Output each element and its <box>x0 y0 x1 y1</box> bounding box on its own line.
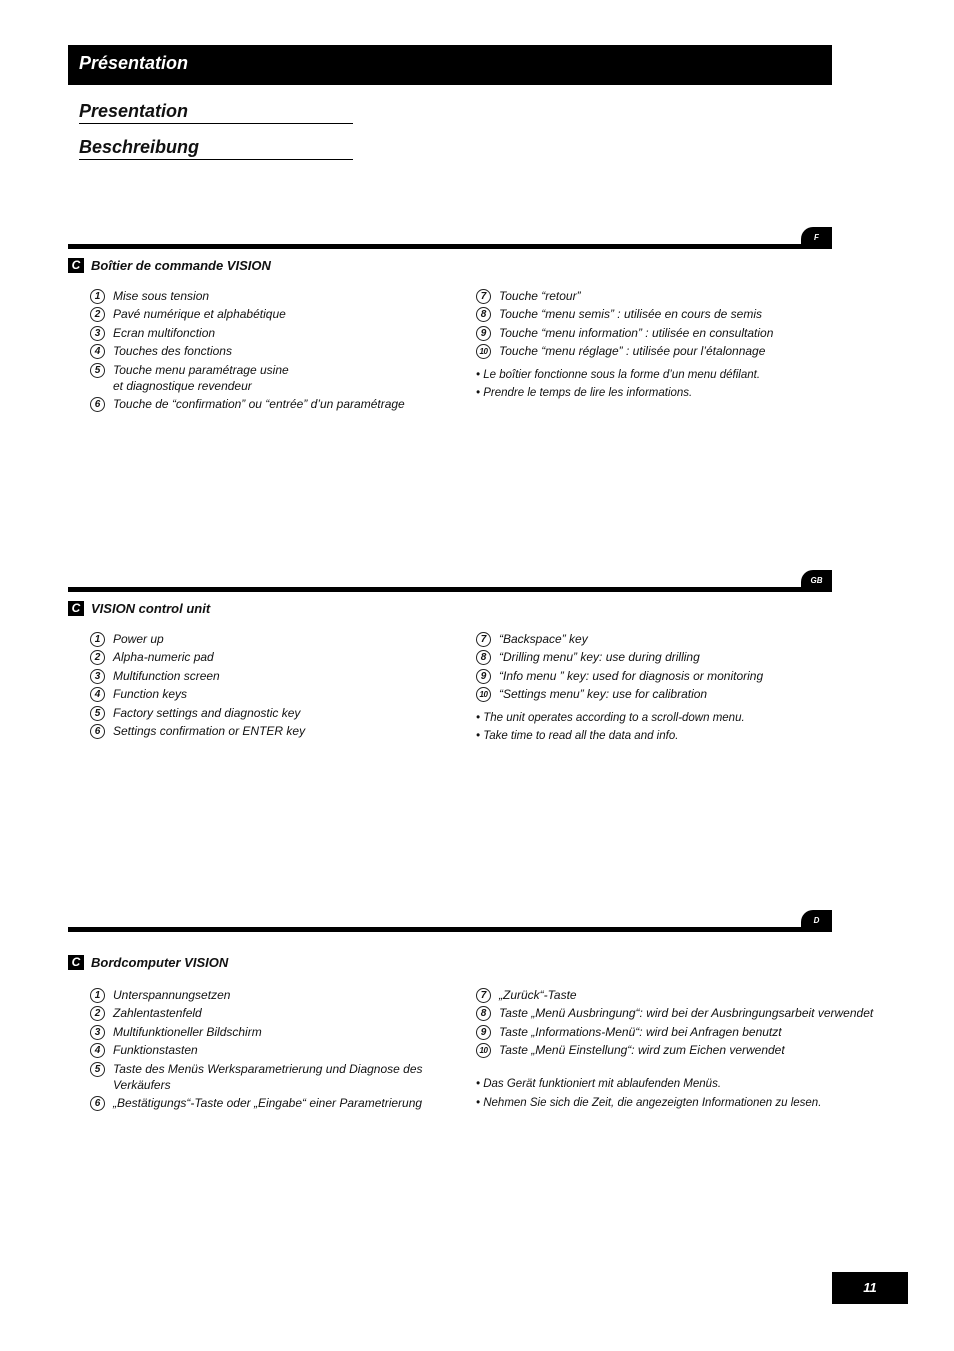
item-text: Factory settings and diagnostic key <box>113 705 301 720</box>
item-text: Touche “menu réglage” : utilisée pour l’étalonnage <box>499 344 766 359</box>
item-text: Pavé numérique et alphabétique <box>113 307 286 322</box>
number-badge: 8 <box>476 307 491 322</box>
language-tab: F <box>801 227 832 249</box>
number-badge: 3 <box>90 326 105 341</box>
item-text: Function keys <box>113 687 188 702</box>
note-item: • Nehmen Sie sich die Zeit, die angezeigten Informationen zu lesen. <box>476 1097 822 1110</box>
number-badge: 7 <box>476 632 491 647</box>
item-text-continued: et diagnostique revendeur <box>113 378 252 393</box>
item-text: Power up <box>113 632 164 646</box>
list-item <box>90 1024 430 1040</box>
item-text: “Backspace” key <box>499 632 588 646</box>
item-text: Funktionstasten <box>113 1043 198 1058</box>
note-list <box>476 367 886 401</box>
number-badge: 1 <box>90 289 105 304</box>
list-item <box>476 306 886 322</box>
item-text: “Settings menu” key: use for calibration <box>499 687 708 702</box>
list-item <box>90 362 460 394</box>
note-list <box>476 710 886 744</box>
note-item: • Prendre le temps de lire les informations. <box>476 387 693 400</box>
section-rule <box>68 244 832 249</box>
note-item: • The unit operates according to a scroll-down menu. <box>476 712 745 725</box>
list-item <box>90 1061 430 1093</box>
item-text: Touche “retour” <box>499 289 581 303</box>
list-item <box>90 288 460 304</box>
list-item <box>90 306 460 322</box>
number-badge: 8 <box>476 650 491 665</box>
item-text: Mise sous tension <box>113 289 210 303</box>
item-text: Touche de “confirmation” ou “entrée” d’un paramétrage <box>113 396 405 411</box>
number-badge: 2 <box>90 650 105 665</box>
list-item <box>476 987 888 1003</box>
list-item <box>476 1024 888 1040</box>
number-badge: 4 <box>90 1043 105 1058</box>
list-item <box>476 1042 888 1058</box>
figure-marker: C <box>68 955 84 970</box>
list-item <box>476 343 886 359</box>
list-item <box>90 705 460 721</box>
item-text: Taste „Menü Einstellung“: wird zum Eichen verwendet <box>499 1043 785 1058</box>
item-list-right <box>476 631 886 746</box>
number-badge: 6 <box>90 724 105 739</box>
number-badge: 5 <box>90 706 105 721</box>
note-item: • Das Gerät funktioniert mit ablaufenden Menüs. <box>476 1078 722 1091</box>
page-number: 11 <box>832 1272 908 1304</box>
number-badge: 7 <box>476 289 491 304</box>
number-badge: 2 <box>90 1006 105 1021</box>
item-text: Touche menu paramétrage usine <box>113 362 289 377</box>
number-badge: 6 <box>90 397 105 412</box>
list-item <box>90 631 460 647</box>
item-text: Taste „Informations-Menü“: wird bei Anfragen benutzt <box>499 1024 782 1039</box>
item-text: Settings confirmation or ENTER key <box>113 723 306 738</box>
list-item <box>476 325 886 341</box>
number-badge: 1 <box>90 988 105 1003</box>
item-list-left <box>90 631 460 741</box>
item-text: Zahlentastenfeld <box>113 1006 202 1021</box>
item-text: Touches des fonctions <box>113 344 232 359</box>
section-title: Boîtier de commande VISION <box>91 258 271 273</box>
header-bar <box>68 45 832 85</box>
number-badge: 9 <box>476 1025 491 1040</box>
note-list <box>476 1076 888 1111</box>
list-item <box>90 686 460 702</box>
number-badge: 3 <box>90 669 105 684</box>
item-text: “Info menu ” key: used for diagnosis or monitoring <box>499 668 764 683</box>
list-item <box>90 396 460 412</box>
number-badge: 10 <box>476 344 491 359</box>
list-item <box>90 343 460 359</box>
list-item <box>90 723 460 739</box>
subtitle-english: Presentation <box>79 101 353 124</box>
item-text-continued: Verkäufers <box>113 1077 171 1092</box>
list-item <box>476 288 886 304</box>
list-item <box>90 325 460 341</box>
number-badge: 2 <box>90 307 105 322</box>
item-text: „Zurück“-Taste <box>499 988 577 1002</box>
item-list-right <box>476 987 888 1114</box>
section-title: VISION control unit <box>91 601 211 616</box>
number-badge: 8 <box>476 1006 491 1021</box>
number-badge: 4 <box>90 687 105 702</box>
figure-marker: C <box>68 601 84 616</box>
number-badge: 5 <box>90 1062 105 1077</box>
list-item <box>476 686 886 702</box>
number-badge: 9 <box>476 669 491 684</box>
page-title: Présentation <box>79 53 189 73</box>
section-title: Bordcomputer VISION <box>91 955 229 970</box>
list-item <box>90 1005 430 1021</box>
item-list-right <box>476 288 886 403</box>
item-list-left <box>90 987 430 1113</box>
number-badge: 6 <box>90 1096 105 1111</box>
item-text: Multifunktioneller Bildschirm <box>113 1024 262 1039</box>
list-item <box>476 1005 888 1021</box>
language-tab: GB <box>801 570 832 592</box>
number-badge: 10 <box>476 687 491 702</box>
item-text: “Drilling menu” key: use during drilling <box>499 650 700 665</box>
figure-marker: C <box>68 258 84 273</box>
number-badge: 4 <box>90 344 105 359</box>
list-item <box>90 649 460 665</box>
item-text: Unterspannungsetzen <box>113 988 231 1002</box>
section-rule <box>68 927 832 932</box>
number-badge: 9 <box>476 326 491 341</box>
list-item <box>476 649 886 665</box>
list-item <box>476 631 886 647</box>
item-text: „Bestätigungs“-Taste oder „Eingabe“ einer Parametrierung <box>113 1095 423 1110</box>
note-item: • Le boîtier fonctionne sous la forme d’un menu défilant. <box>476 369 761 382</box>
number-badge: 3 <box>90 1025 105 1040</box>
item-text: Alpha-numeric pad <box>113 650 214 665</box>
language-tab: D <box>801 910 832 932</box>
section-rule <box>68 587 832 592</box>
subtitle-german: Beschreibung <box>79 137 353 160</box>
number-badge: 10 <box>476 1043 491 1058</box>
number-badge: 1 <box>90 632 105 647</box>
number-badge: 7 <box>476 988 491 1003</box>
list-item <box>90 668 460 684</box>
item-list-left <box>90 288 460 414</box>
item-text: Ecran multifonction <box>113 325 216 340</box>
list-item <box>476 668 886 684</box>
item-text: Touche “menu semis” : utilisée en cours de semis <box>499 307 763 322</box>
item-text: Taste des Menüs Werksparametrierung und Diagnose des <box>113 1061 423 1076</box>
list-item <box>90 1095 430 1111</box>
item-text: Multifunction screen <box>113 668 220 683</box>
item-text: Touche “menu information” : utilisée en consultation <box>499 325 774 340</box>
list-item <box>90 1042 430 1058</box>
list-item <box>90 987 430 1003</box>
note-item: • Take time to read all the data and info. <box>476 730 679 743</box>
number-badge: 5 <box>90 363 105 378</box>
item-text: Taste „Menü Ausbringung“: wird bei der Ausbringungsarbeit verwendet <box>499 1006 874 1021</box>
